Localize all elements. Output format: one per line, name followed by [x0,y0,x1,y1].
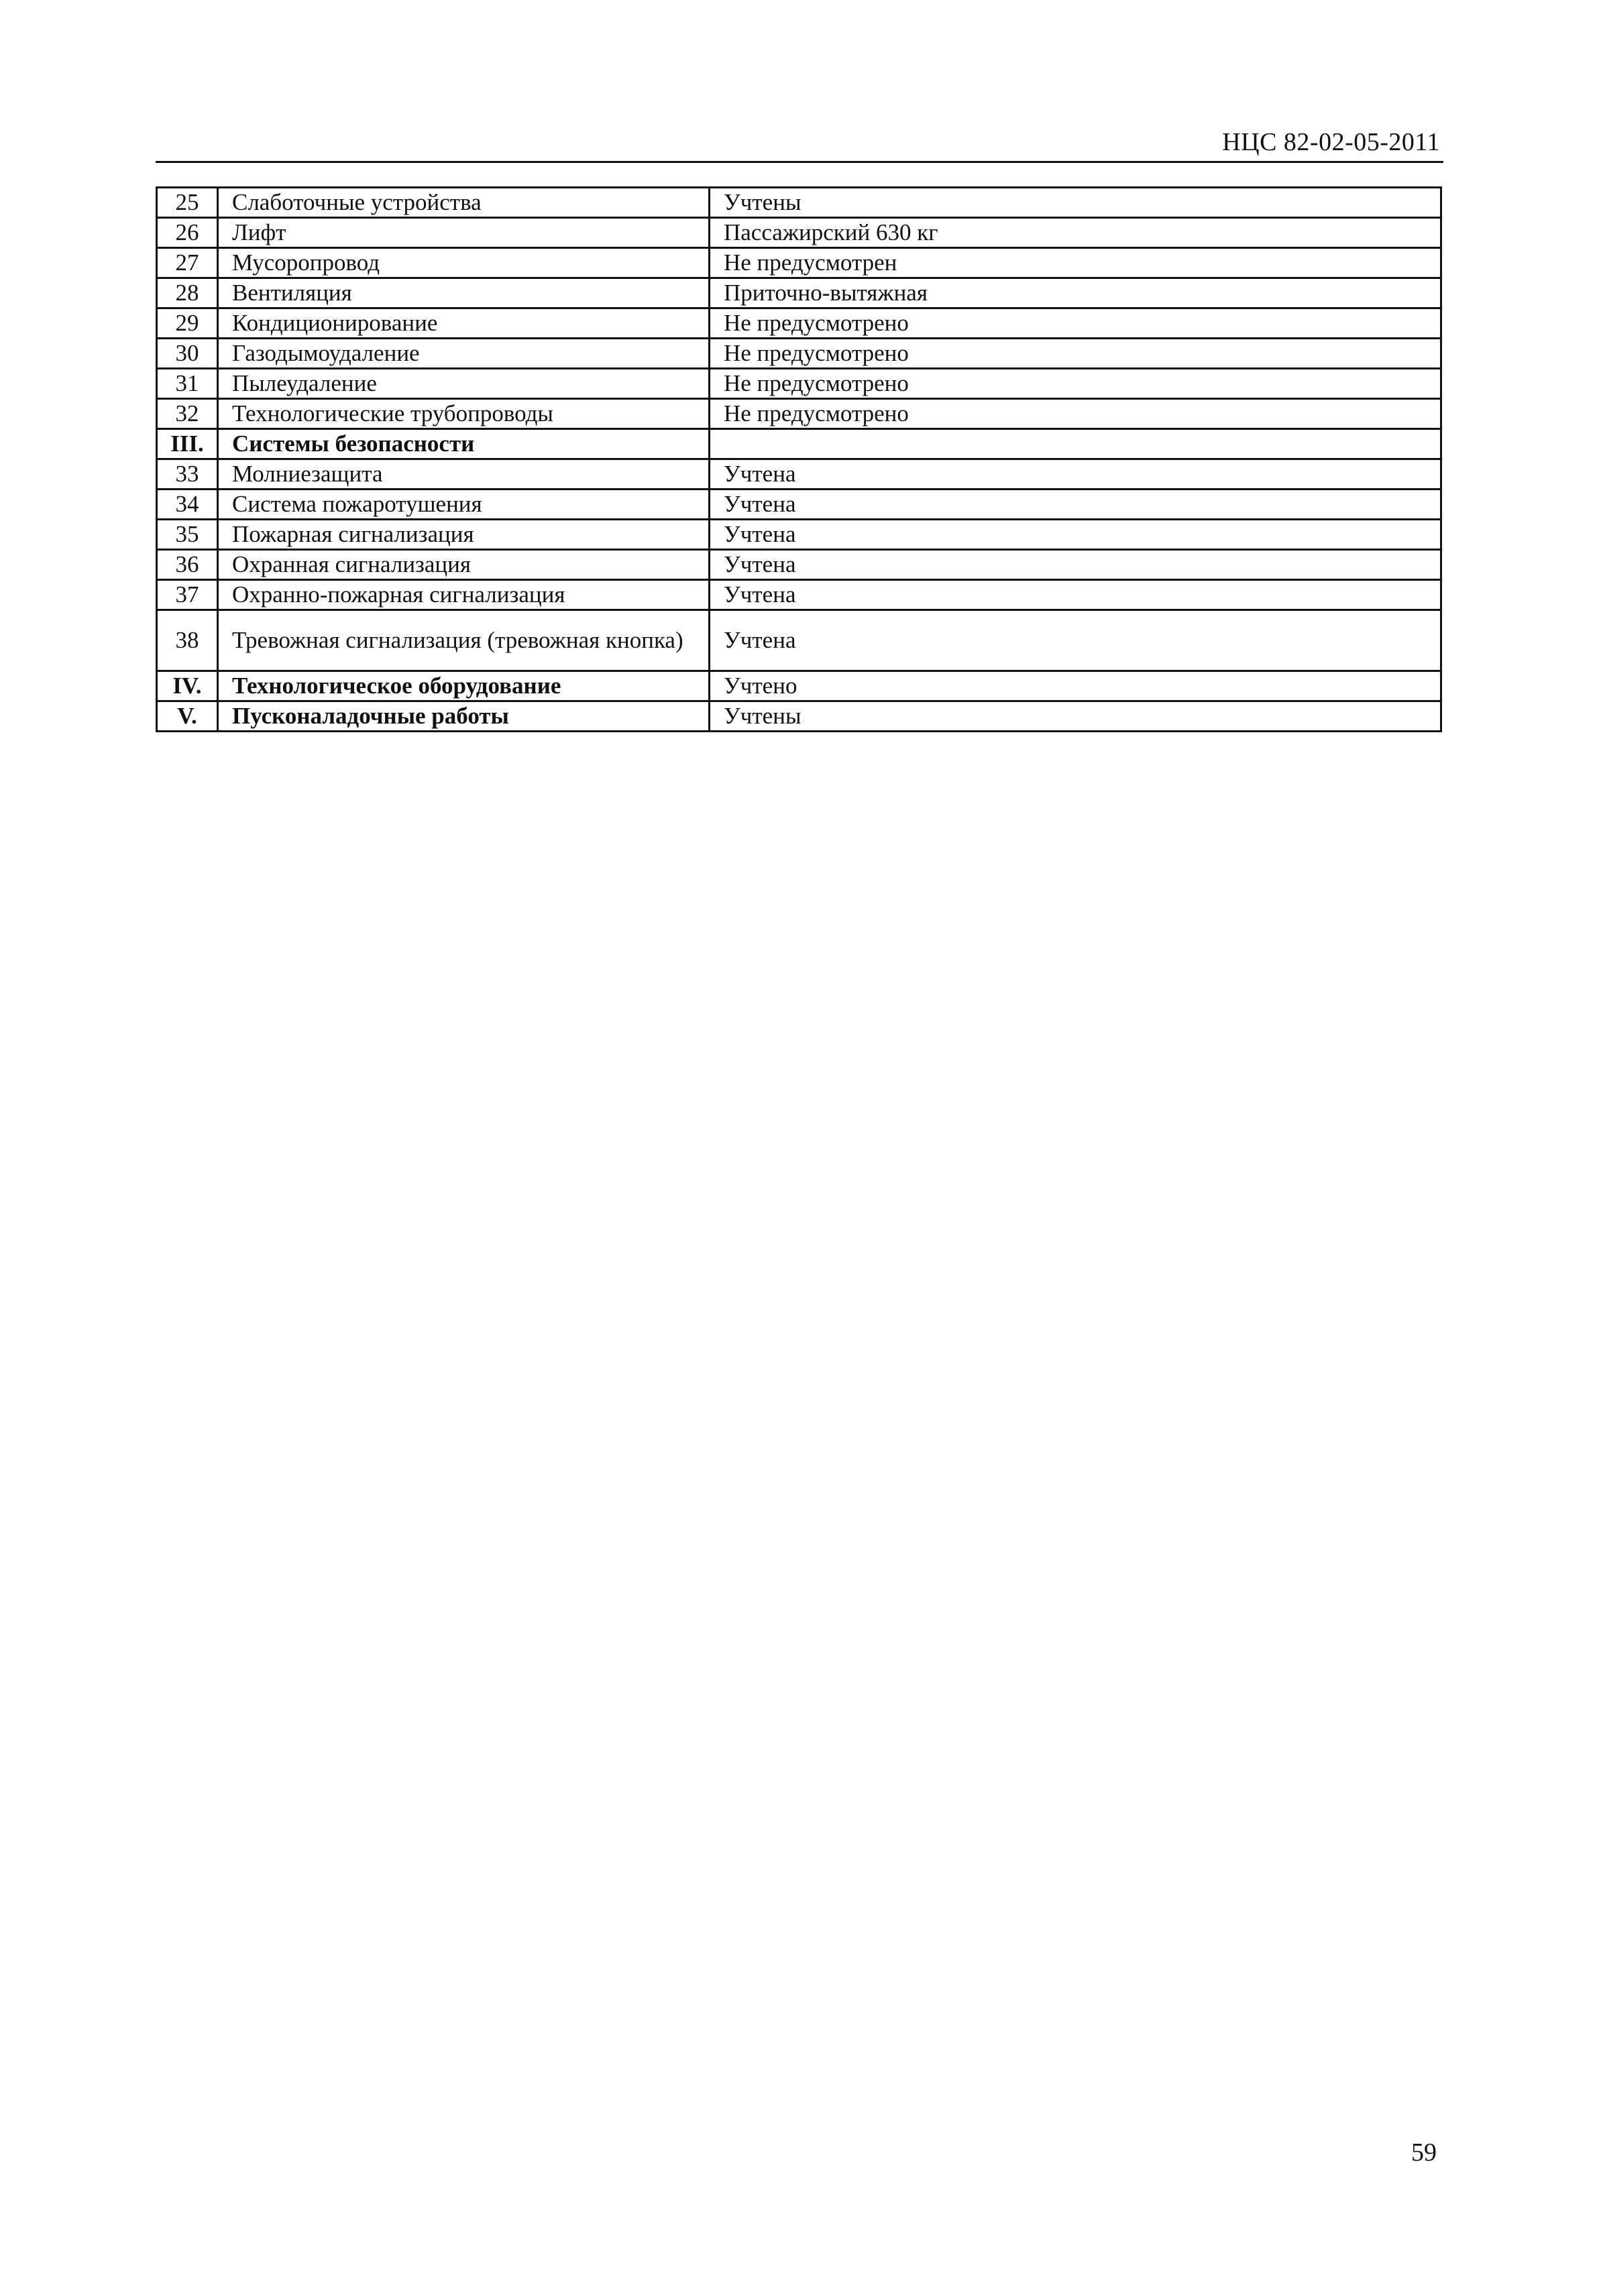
row-number-cell: 26 [157,218,218,248]
row-number-cell: 38 [157,610,218,671]
section-row [157,671,1441,701]
row-name-cell: Пылеудаление [218,369,710,399]
table-row [157,399,1441,429]
row-value-cell: Учтено [710,671,1441,701]
row-value-cell: Учтена [710,490,1441,520]
row-value-cell: Учтены [710,701,1441,732]
row-number-cell: 25 [157,188,218,218]
row-name-cell: Мусоропровод [218,248,710,278]
row-number-cell: 33 [157,459,218,490]
row-name-cell: Системы безопасности [218,429,710,459]
row-number-cell: IV. [157,671,218,701]
row-value-cell: Пассажирский 630 кг [710,218,1441,248]
table-row [157,308,1441,339]
table-row [157,520,1441,550]
row-value-cell: Не предусмотрено [710,369,1441,399]
row-number-cell: 30 [157,339,218,369]
row-value-cell: Не предусмотрено [710,308,1441,339]
row-name-cell: Тревожная сигнализация (тревожная кнопка) [218,610,710,671]
table-row [157,218,1441,248]
row-value-cell: Учтена [710,550,1441,580]
row-name-cell: Технологические трубопроводы [218,399,710,429]
row-number-cell: 35 [157,520,218,550]
row-name-cell: Кондиционирование [218,308,710,339]
row-name-cell: Пожарная сигнализация [218,520,710,550]
row-name-cell: Газодымоудаление [218,339,710,369]
row-number-cell: 28 [157,278,218,308]
row-value-cell: Учтена [710,580,1441,610]
row-value-cell: Не предусмотрено [710,399,1441,429]
specification-table-body [157,188,1441,732]
section-row [157,701,1441,732]
table-row [157,490,1441,520]
table-row [157,188,1441,218]
page-number: 59 [1411,2138,1437,2167]
row-number-cell: 29 [157,308,218,339]
row-value-cell: Не предусмотрен [710,248,1441,278]
row-number-cell: 34 [157,490,218,520]
row-value-cell: Не предусмотрено [710,339,1441,369]
table-row [157,580,1441,610]
row-value-cell: Учтена [710,520,1441,550]
row-number-cell: 31 [157,369,218,399]
row-number-cell: V. [157,701,218,732]
section-row [157,429,1441,459]
row-name-cell: Охранная сигнализация [218,550,710,580]
document-code: НЦС 82-02-05-2011 [1222,128,1440,156]
table-row [157,339,1441,369]
row-name-cell: Система пожаротушения [218,490,710,520]
row-name-cell: Технологическое оборудование [218,671,710,701]
specification-table [156,186,1442,732]
row-name-cell: Лифт [218,218,710,248]
row-value-cell: Учтена [710,459,1441,490]
table-row [157,248,1441,278]
row-name-cell: Вентиляция [218,278,710,308]
row-name-cell: Охранно-пожарная сигнализация [218,580,710,610]
row-name-cell: Пусконаладочные работы [218,701,710,732]
row-number-cell: 32 [157,399,218,429]
row-number-cell: 27 [157,248,218,278]
row-value-cell [710,429,1441,459]
table-row [157,610,1441,671]
row-number-cell: 36 [157,550,218,580]
table-row [157,459,1441,490]
header-rule [156,161,1443,163]
row-value-cell: Приточно-вытяжная [710,278,1441,308]
row-value-cell: Учтена [710,610,1441,671]
table-row [157,550,1441,580]
table-row [157,369,1441,399]
row-number-cell: 37 [157,580,218,610]
row-value-cell: Учтены [710,188,1441,218]
table-row [157,278,1441,308]
row-number-cell: III. [157,429,218,459]
row-name-cell: Слаботочные устройства [218,188,710,218]
row-name-cell: Молниезащита [218,459,710,490]
